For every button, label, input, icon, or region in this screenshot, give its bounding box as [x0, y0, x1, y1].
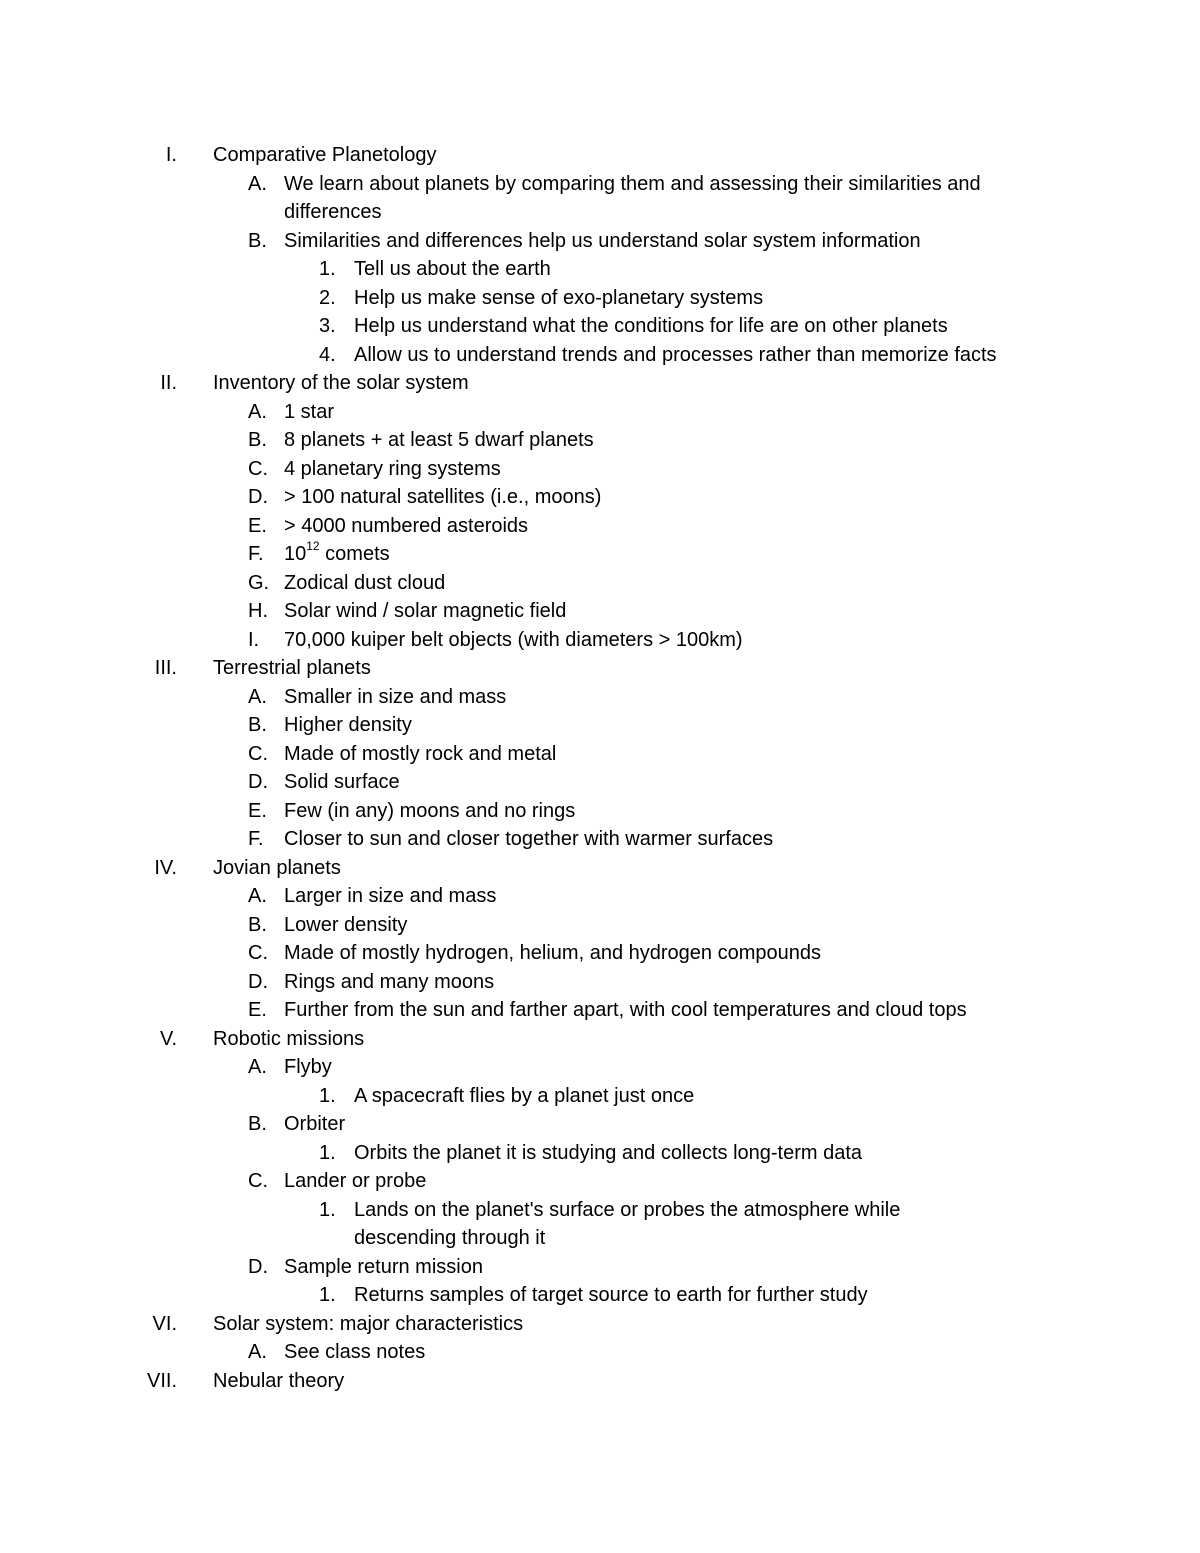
outline-marker: A. [248, 400, 267, 423]
number-suffix: comets [319, 543, 390, 565]
text-line: Jovian planets [213, 856, 341, 879]
text-line: Returns samples of target source to earth for further study [354, 1284, 868, 1306]
number-base: 10 [284, 543, 307, 565]
outline-text [284, 911, 407, 940]
outline-subitem [0, 911, 1200, 940]
outline-subitem [0, 825, 1200, 854]
outline-subsubitem [0, 1082, 1200, 1111]
outline-text [284, 227, 921, 256]
outline-text [213, 1025, 364, 1054]
outline-subitem [0, 996, 1200, 1025]
outline-subitem [0, 512, 1200, 541]
outline-marker: F. [248, 828, 264, 850]
outline-text [284, 483, 601, 512]
text-line: Closer to sun and closer together with warmer surfaces [284, 828, 774, 850]
outline-subitem [0, 683, 1200, 712]
text-line: Flyby [284, 1056, 332, 1078]
outline-marker: B. [248, 429, 267, 451]
outline-subitem [0, 569, 1200, 598]
outline-text [284, 170, 981, 227]
outline-section [0, 1310, 1200, 1339]
text-line: Robotic missions [213, 1027, 365, 1050]
outline-text [284, 825, 773, 854]
text-line: See class notes [284, 1341, 426, 1363]
outline-marker: B. [248, 913, 267, 936]
outline-text [354, 1082, 694, 1111]
outline-subitem [0, 968, 1200, 997]
outline-section [0, 369, 1200, 398]
text-line: A spacecraft flies by a planet just once [354, 1084, 695, 1107]
outline-marker: E. [248, 799, 267, 822]
outline-subitem [0, 1253, 1200, 1282]
outline-text [284, 455, 501, 484]
outline-text [284, 939, 821, 968]
outline-marker: B. [248, 714, 267, 736]
outline-marker: G. [248, 571, 270, 594]
text-line: Smaller in size and mass [284, 685, 507, 708]
outline-text [284, 797, 575, 826]
outline-marker: B. [248, 1113, 267, 1135]
outline-marker: A. [248, 1056, 267, 1078]
outline-marker: C. [248, 742, 268, 765]
outline-marker: E. [248, 514, 267, 537]
outline-text [354, 1196, 900, 1253]
outline-text [354, 312, 948, 341]
text-line: Allow us to understand trends and processes rather than memorize facts [354, 343, 997, 366]
outline-subitem [0, 1110, 1200, 1139]
outline-marker: D. [248, 970, 268, 993]
outline-subitem [0, 711, 1200, 740]
outline-text [284, 398, 334, 427]
text-line: Lander or probe [284, 1170, 427, 1192]
outline-text [284, 996, 967, 1025]
outline-subitem [0, 170, 1200, 227]
outline-marker: 1. [319, 1141, 336, 1164]
outline-marker: 1. [319, 1284, 336, 1306]
outline-subitem [0, 882, 1200, 911]
outline-subitem [0, 1338, 1200, 1367]
outline-marker: B. [248, 229, 267, 252]
text-line: 1 star [284, 400, 335, 423]
text-line: Lands on the planet's surface or probes the atmosphere while [354, 1198, 901, 1221]
text-line: Rings and many moons [284, 970, 495, 993]
outline-text [213, 1310, 523, 1339]
outline-marker: II. [160, 372, 177, 394]
text-line: Similarities and differences help us understand solar system information [284, 229, 921, 252]
text-line: Comparative Planetology [213, 144, 437, 166]
text-line: Further from the sun and farther apart, with cool temperatures and cloud tops [284, 999, 967, 1021]
outline-marker: C. [248, 942, 268, 964]
outline-text [213, 141, 436, 170]
outline-section [0, 141, 1200, 170]
outline-text [284, 512, 528, 541]
outline-text [213, 854, 341, 883]
outline-subsubitem [0, 1281, 1200, 1310]
outline-marker: 3. [319, 315, 336, 337]
outline-subitem [0, 626, 1200, 655]
text-line: Nebular theory [213, 1369, 345, 1392]
outline-marker: A. [248, 1341, 267, 1363]
outline-marker: D. [248, 486, 268, 508]
outline-marker: IV. [154, 856, 177, 879]
outline-text [213, 1367, 344, 1396]
text-line: Inventory of the solar system [213, 372, 469, 394]
outline-text [284, 740, 556, 769]
outline-marker: V. [159, 1027, 177, 1050]
outline-marker: H. [248, 600, 268, 622]
text-line: We learn about planets by comparing them and assessing their similarities and [284, 172, 981, 195]
outline-text [213, 369, 469, 398]
outline-marker: 1. [319, 1198, 336, 1221]
outline-text [284, 1167, 426, 1196]
outline-text [284, 968, 494, 997]
outline-subsubitem [0, 1139, 1200, 1168]
outline-marker: C. [248, 1170, 268, 1192]
outline-subitem [0, 398, 1200, 427]
outline-subitem [0, 939, 1200, 968]
text-line: Zodical dust cloud [284, 571, 446, 594]
outline-text [284, 683, 506, 712]
text-line: Made of mostly rock and metal [284, 742, 557, 765]
outline-subitem [0, 455, 1200, 484]
outline-marker: D. [248, 1255, 268, 1278]
outline-text [284, 1110, 345, 1139]
outline-text [284, 768, 400, 797]
outline-marker: F. [248, 543, 264, 565]
text-line: Orbits the planet it is studying and collects long-term data [354, 1141, 863, 1164]
outline-marker: A. [248, 685, 267, 708]
outline-marker: E. [248, 999, 267, 1021]
text-line: 8 planets + at least 5 dwarf planets [284, 429, 594, 451]
outline-text [354, 1281, 868, 1310]
text-line: Sample return mission [284, 1255, 483, 1278]
outline-marker: A. [248, 172, 267, 195]
outline-subsubitem [0, 284, 1200, 313]
outline-marker: I. [248, 628, 260, 651]
outline-text [354, 284, 763, 313]
outline-list [0, 141, 1200, 1395]
text-line: Terrestrial planets [213, 657, 371, 679]
outline-marker: III. [154, 657, 177, 679]
outline-subitem [0, 1167, 1200, 1196]
outline-subitem [0, 597, 1200, 626]
outline-section [0, 654, 1200, 683]
text-line: Help us understand what the conditions for life are on other planets [354, 315, 948, 337]
outline-subsubitem [0, 1196, 1200, 1253]
outline-subitem [0, 426, 1200, 455]
outline-text [284, 569, 445, 598]
outline-marker: D. [248, 771, 268, 793]
outline-subsubitem [0, 341, 1200, 370]
text-line: Tell us about the earth [354, 258, 551, 280]
outline-text [284, 882, 496, 911]
text-line: descending through it [354, 1227, 546, 1249]
outline-marker: 1. [319, 1084, 336, 1107]
outline-text [284, 1253, 483, 1282]
exponent: 12 [306, 539, 320, 554]
text-line: > 100 natural satellites (i.e., moons) [284, 486, 602, 508]
outline-marker: I. [165, 144, 177, 166]
outline-section [0, 854, 1200, 883]
outline-subitem [0, 227, 1200, 256]
text-line: Lower density [284, 913, 408, 936]
outline-subsubitem [0, 255, 1200, 284]
text-line: Solid surface [284, 771, 400, 793]
outline-text [354, 1139, 862, 1168]
outline-subitem [0, 797, 1200, 826]
outline-subitem [0, 740, 1200, 769]
text-line: Few (in any) moons and no rings [284, 799, 576, 822]
outline-marker: 2. [319, 286, 336, 309]
outline-marker: 1. [319, 258, 336, 280]
text-line: Orbiter [284, 1113, 346, 1135]
outline-text [213, 654, 371, 683]
outline-subitem [0, 1053, 1200, 1082]
outline-text [354, 255, 551, 284]
text-line: Higher density [284, 714, 412, 736]
outline-section [0, 1025, 1200, 1054]
text-line: Solar system: major characteristics [213, 1312, 524, 1335]
text-line: 4 planetary ring systems [284, 457, 501, 480]
text-line: > 4000 numbered asteroids [284, 514, 529, 537]
outline-subitem [0, 540, 1200, 569]
outline-marker: 4. [319, 343, 336, 366]
text-line: 70,000 kuiper belt objects (with diameters > 100km) [284, 628, 743, 651]
outline-text [354, 341, 997, 370]
outline-marker: VI. [152, 1312, 177, 1335]
text-line: differences [284, 201, 382, 223]
outline-subsubitem [0, 312, 1200, 341]
outline-text [284, 597, 566, 626]
text-line: Help us make sense of exo-planetary systems [354, 286, 764, 309]
outline-text [284, 626, 743, 655]
outline-marker: VII. [146, 1369, 177, 1392]
outline-text [284, 711, 412, 740]
outline-subitem [0, 768, 1200, 797]
outline-marker: C. [248, 457, 268, 480]
outline-text [284, 426, 594, 455]
text-line: Larger in size and mass [284, 885, 497, 907]
outline-marker: A. [248, 885, 267, 907]
outline-subitem [0, 483, 1200, 512]
text-line: Solar wind / solar magnetic field [284, 600, 567, 622]
outline-text [284, 1053, 332, 1082]
text-line: Made of mostly hydrogen, helium, and hydrogen compounds [284, 942, 821, 964]
outline-text [284, 540, 390, 569]
outline-text [284, 1338, 425, 1367]
outline-section [0, 1367, 1200, 1396]
